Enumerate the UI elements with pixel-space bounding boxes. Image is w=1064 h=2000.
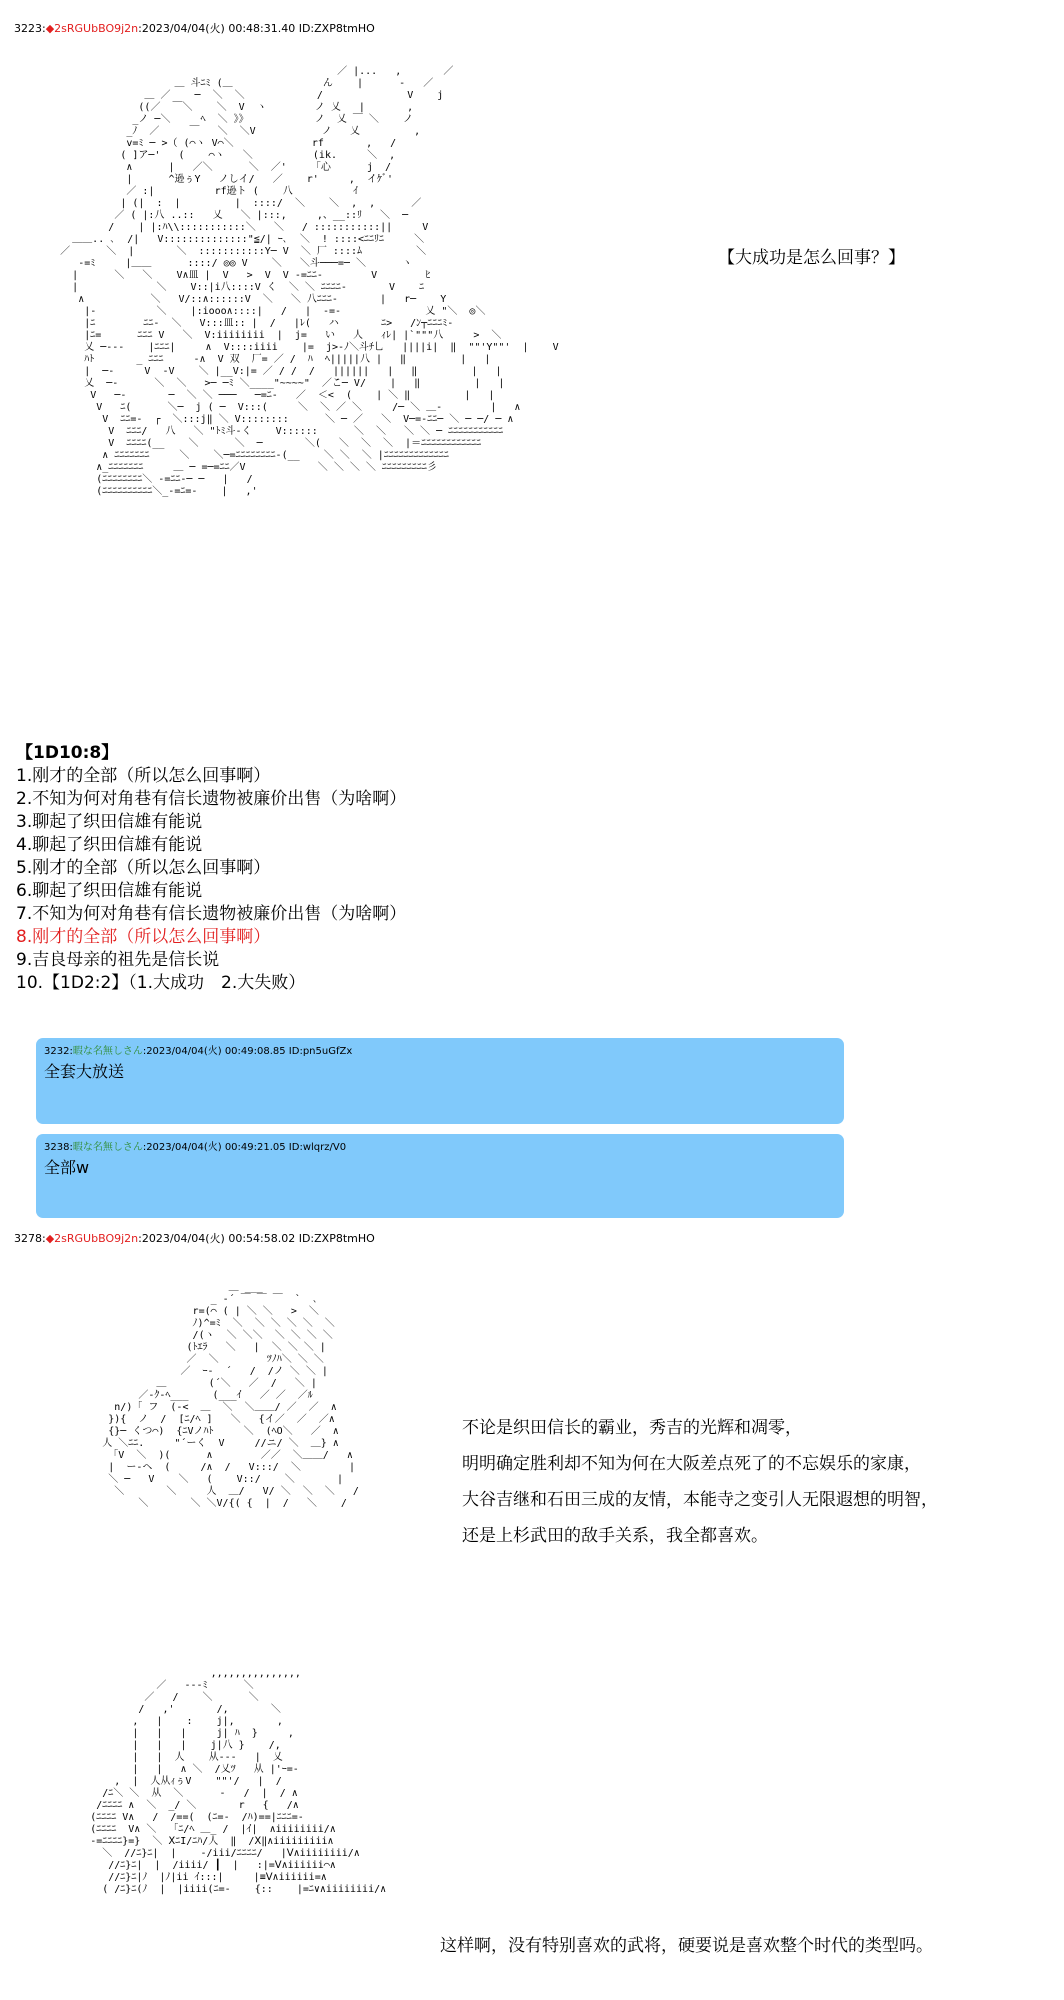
roll-option: 6.聊起了织田信雄有能说 — [16, 881, 203, 901]
caption-great-success: 【大成功是怎么回事？】 — [718, 248, 905, 268]
reply-meta — [44, 1142, 346, 1154]
roll-option: 9.吉良母亲的祖先是信长说 — [16, 950, 220, 970]
paragraph-line: 还是上杉武田的敌手关系，我全都喜欢。 — [462, 1526, 768, 1546]
roll-option: 1.刚才的全部（所以怎么回事啊） — [16, 766, 271, 786]
reply-body: 全部w — [44, 1158, 90, 1177]
roll-option: 10.【1D2:2】（1.大成功 2.大失败） — [16, 973, 306, 993]
reply-number: 3238: — [44, 1142, 73, 1153]
paragraph-line: 大谷吉继和石田三成的友情，本能寺之变引人无限遐想的明智， — [462, 1490, 938, 1510]
reply-post — [36, 1038, 844, 1124]
reply-timestamp: :2023/04/04(火) 00:49:08.85 ID:pn5uGfZx — [142, 1046, 353, 1057]
roll-option-selected: 8.刚才的全部（所以怎么回事啊） — [16, 927, 271, 947]
reply-number: 3232: — [44, 1046, 73, 1057]
reply-name: 暇な名無しさん — [72, 1046, 143, 1057]
ascii-art-characters-1: ／ |... , ／ ＿ 斗ﾆﾐ (＿ ん | ‐ ／ ＿ ／ ─ ＼ ＼ / V j ((／ ￣＼ ＼ V ヽ ノ 乂 | , _ノ ─＼ ﾍ ＼ 》》 ノ 乂 ￣ ＼ ノ _ﾉ ／ ￣ ＼ ＼V ノ 乂 , v=ﾐ ─ >（ (⌒ヽ V⌒＼ rf , / ( ]ア─' ( ⌒ヽ ＼ (ik. ＼ , ∧ | ／＼ ＼ ／' 「心 j / | ^逊ぅY ノしイ/ ／ r' , イｹﾞ' ／ :| rf逊ト ( 八 ｲ | (| : | | ::::/ ＼ ＼ , , ／ ／ ( |:八 ..:: 乂 ＼ |:::, ,、__::ﾘ ＼ ─ / | |:ﾊ\\:::::::::::＼ ＼ / :::::::::::|| V ＿＿.. ､ /| V::::::::::::::"≦/| ｰ､ ＼ ! ::::<ﾆﾆﾘﾆ ＼ ／ ＼ | ＼ :::::::::::Y─ V ＼ 厂 ::::ﾑ ＼ -=ﾐ |＿＿ ::::/ ◎◎ V ＼ ＼斗───=─ ＼ ヽ | ＼ ＼ V∧皿 | V > V V -=ﾆﾆ- V ﾋ | ＼ V::|i八::::V く ＼ ＼ ﾆﾆﾆﾆ- V ﾆ ∧ ＼ V/::∧::::::V ＼ ＼ 八ﾆﾆﾆ- | r─ Y |- ＼ |:iooo∧::::| / | -=- 乂 "＼ ◎＼ |ﾆ ﾆﾆ- ＼ V:::皿:: | / |ﾚ( ハ ﾆ> /ﾝ┬ﾆﾆﾆﾐ- |ﾆ= ﾆﾆﾆ V ＼ V:iiiiiiii | j= い 人 ｨﾚ| |`"""八 > ＼ 乂 ─--- |ﾆﾆﾆ| ∧ V::::iiii |= j>‐ﾉ＼斗ﾁ乚 ||||i| ‖ ""'Y""' | V ﾊﾄ _ ﾆﾆﾆ ‐∧ V 双 厂= ／ / ﾊ ﾍ|||||八 | ‖ | | | ─- V ‐V ＼ |__V:|= ／ / / / |||||| | ‖ | | 乂 ─- ＼ ＼ >─ ─ﾐ ＼____"~~~~" ／こ─ V/ | ‖ | | V ─- ─ ＼ ＼ ─── ─=ﾆ- ／ ＜< ( | ＼ ‖ | | V ﾆ( ＼─ j ( ─ V:::( ＼ ＼ ／ ＼ /─ ＼ ＿- | ∧ V ﾆﾆ=- ┌ ＼:::j‖ ＼ V:::::::: ＼ ─ ／ ＼ V─=-ﾆﾆ─ ＼ ─ ─/ ─ ∧ V ﾆﾆﾆ/ 八 ＼ "ﾄﾐ斗-く V:::::: ＼ ＼ ＼ ＼ ─ ﾆﾆﾆﾆﾆﾆﾆﾆﾆﾆﾆ V ﾆﾆﾆﾆ(__ ＼ ＼ ─ ＼( ＼ ＼ ＼ |＝ﾆﾆﾆﾆﾆﾆﾆﾆﾆﾆﾆﾆ ∧ ﾆﾆﾆﾆﾆﾆﾆ ＼ ＼─=ﾆﾆﾆﾆﾆﾆﾆﾆ-(__ ＼ ＼ ＼ |ﾆﾆﾆﾆﾆﾆﾆﾆﾆﾆﾆﾆﾆ ∧_ﾆﾆﾆﾆﾆﾆﾆ ＿ ─ =─=ﾆﾆ／V ＼ ＼ ＼ ＼ ﾆﾆﾆﾆﾆﾆﾆﾆﾆ彡 (ﾆﾆﾆﾆﾆﾆﾆﾆ＼ -=ﾆﾆ-─ ─ | / (ﾆﾆﾆﾆﾆﾆﾆﾆﾆﾆ＼_-=ﾆ=- | ,' — [60, 66, 559, 497]
reply-post — [36, 1134, 844, 1218]
poster-paragraph — [462, 1416, 938, 1560]
reply-name: 暇な名無しさん — [72, 1142, 143, 1153]
roll-option: 7.不知为何对角巷有信长遗物被廉价出售（为啥啊） — [16, 904, 407, 924]
reply-body: 全套大放送 — [44, 1062, 125, 1081]
ascii-art-character-3: ,,,,,,,,,,,,,,, ／ ---ﾐ ＼ ／ / ＼ ＼ / ,' /, ＼ , | : j|, , | | | j| ﾊ } , | | | j|八 } /, | | 人 从--- | 乂 | | ∧ ＼ /乂ﾂ 从 |'ｰ=- , | 人从ｨぅV ""'/ | / /ﾆ＼ ＼ 从 ＼ - / | / ∧ /ﾆﾆﾆﾆ ∧ ＼ _/ ＼ r { /∧ (ﾆﾆﾆﾆ V∧ / /==( (ﾆ=- /ﾊ)==|ﾆﾆﾆ=- (ﾆﾆﾆﾆ V∧ ＼ 「ﾆ/ﾍ ＿_ / |ｲ| ∧iiiiiiii/∧ -=ﾆﾆﾆﾆ}=} ＼ ⅩﾆI/ﾆﾊ/人 ‖ /Ⅹ‖∧iiiiiiiii∧ ＼ //ﾆ}ﾆ| | ‐/iii/ﾆﾆﾆﾆ/ |Ⅴ∧iiiiiiii/∧ //ﾆ}ﾆ| | /iiii/ ┃ | :|=Ⅴ∧iiiiii⌒∧ //ﾆ}ﾆ|ﾉ |ﾉ|ii ｲ:::| |≡Ⅴ∧iiiiii=∧ ( /ﾆ}ﾆ(ﾉ | |iiii(ﾆ=- {:: |=ﾆ∨∧iiiiiiii/∧ — [90, 1668, 387, 1895]
post-meta: :2023/04/04(火) 00:54:58.02 ID:ZXP8tmHO — [138, 1232, 375, 1245]
reply-meta — [44, 1046, 352, 1058]
roll-option: 3.聊起了织田信雄有能说 — [16, 812, 203, 832]
paragraph-line: 不论是织田信长的霸业，秀吉的光辉和凋零， — [462, 1418, 802, 1438]
post-header — [14, 1232, 375, 1246]
poster-trip[interactable]: ◆2sRGUbBO9j2n — [45, 22, 139, 35]
roll-option: 2.不知为何对角巷有信长遗物被廉价出售（为啥啊） — [16, 789, 407, 809]
post-header — [14, 22, 375, 36]
caption-whole-era: 这样啊，没有特别喜欢的武将，硬要说是喜欢整个时代的类型吗。 — [440, 1936, 933, 1956]
roll-option: 4.聊起了织田信雄有能说 — [16, 835, 203, 855]
poster-trip[interactable]: ◆2sRGUbBO9j2n — [45, 1232, 139, 1245]
ascii-art-character-2: ＿ ___ _ -´ ￣ ￣ ￣ ` ､ r=(⌒ ( | ＼ ＼ > ＼ ﾉ)^=ﾐ ＼ ＼ ＼ ＼ ＼ ＼ /(ヽ ＼ ＼＼ ＼ ＼ ＼ ＼ (ﾄｴﾗ ＼ | ＼ ＼ ＼ | ／ ＼ ﾂﾉﾊ＼ ＼ ＼ ／ ｰ- ´ / /ノ ＼ ＼ | ＿ (´＼ ／ / ＼ | ／-ｸ-ﾍ___ (___ｲ ／ ／ ／ﾙ n/)「 フ (-< ＿ ＼ ＼＿＿/ ／ ／ ∧ }){ ノ / [ﾆ/ﾍ ] ＼ {イ／ ／ ／∧ {}─ くつ⌒) {ﾆVノﾊﾄ ＼ (ﾍO＼ ／ ∧ 人 ＼ﾆﾆ. "´ーく V //ニ/ ＼ ＿} ∧ 「V ＼ )( ∧ ／／ ＼＿＿/ ∧ | ー-ヘ ( /∧ / V:::/ ＼ | ＼ ─ V ＼ ( V::/ ＼ | ＼ ＼ 人 ＿/ V/ ＼ ＼ ＼ / ＼ ＼ ＼V/{( { | / ＼ / — [102, 1282, 359, 1509]
post-number: 3278: — [14, 1232, 46, 1245]
post-meta: :2023/04/04(火) 00:48:31.40 ID:ZXP8tmHO — [138, 22, 375, 35]
paragraph-line: 明明确定胜利却不知为何在大阪差点死了的不忘娱乐的家康， — [462, 1454, 921, 1474]
post-number: 3223: — [14, 22, 46, 35]
roll-title: 【1D10:8】 — [16, 743, 119, 763]
roll-result-list — [16, 742, 406, 995]
reply-timestamp: :2023/04/04(火) 00:49:21.05 ID:wlqrz/V0 — [142, 1142, 347, 1153]
roll-option: 5.刚才的全部（所以怎么回事啊） — [16, 858, 271, 878]
